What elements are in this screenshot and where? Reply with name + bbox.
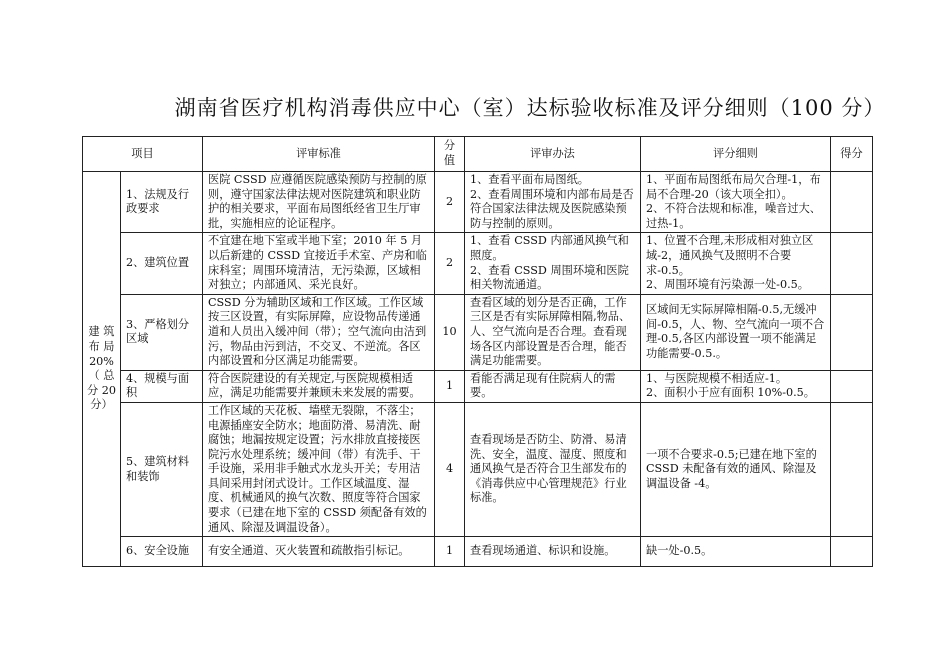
row-detail: 1、位置不合理,未形成相对独立区域-2，通风换气及照明不合要求-0.5。 2、周围环境有污染源一处-0.5。	[641, 233, 831, 294]
row-detail: 1、平面布局图纸布局欠合理-1，布局不合理-20（该大项全扣）。 2、不符合法规和标准，噪音过大、过热-1。	[641, 172, 831, 233]
row-score: 2	[435, 172, 465, 233]
table-row	[83, 172, 873, 233]
row-method: 1、查看平面布局图纸。 2、查看周围环境和内部布局是否符合国家法律法规及医院感染预防与控制的原则。	[465, 172, 641, 233]
header-detail: 评分细则	[641, 137, 831, 172]
row-standard: 有安全通道、灭火装置和疏散指引标记。	[203, 537, 435, 567]
row-method: 查看现场通道、标识和设施。	[465, 537, 641, 567]
row-item: 5、建筑材料和装饰	[121, 402, 203, 536]
row-standard: CSSD 分为辅助区域和工作区域。工作区域按三区设置，有实际屏障，应设物品传递通道和人员出入缓冲间（带）；空气流向由洁到污，物品由污到洁，不交叉、不逆流。各区内部设置和分区满足功能需要。	[203, 294, 435, 370]
table-row	[83, 402, 873, 536]
row-detail: 一项不合要求-0.5;已建在地下室的 CSSD 未配备有效的通风、除湿及调温设备 -4。	[641, 402, 831, 536]
table-row	[83, 370, 873, 402]
table-row	[83, 233, 873, 294]
header-score: 分值	[435, 137, 465, 172]
table-row	[83, 294, 873, 370]
row-got	[831, 294, 873, 370]
row-got	[831, 402, 873, 536]
row-got	[831, 537, 873, 567]
row-score: 4	[435, 402, 465, 536]
scoring-table	[82, 136, 873, 567]
row-score: 1	[435, 370, 465, 402]
row-item: 1、法规及行政要求	[121, 172, 203, 233]
row-item: 4、规模与面积	[121, 370, 203, 402]
header-standard: 评审标准	[203, 137, 435, 172]
row-standard: 符合医院建设的有关规定,与医院规模相适应，满足功能需要并兼顾未来发展的需要。	[203, 370, 435, 402]
header-item: 项目	[83, 137, 203, 172]
row-standard: 不宜建在地下室或半地下室；2010 年 5 月以后新建的 CSSD 宜接近手术室、产房和临床科室；周围环境清洁，无污染源，区域相对独立；内部通风、采光良好。	[203, 233, 435, 294]
row-detail: 区域间无实际屏障相隔-0.5,无缓冲间-0.5，人、物、空气流向一项不合理-0.5,各区内部设置一项不能满足功能需要-0.5.。	[641, 294, 831, 370]
table-row	[83, 537, 873, 567]
row-got	[831, 172, 873, 233]
page-title: 湖南省医疗机构消毒供应中心（室）达标验收标准及评分细则（100 分）	[174, 96, 886, 120]
header-got: 得分	[831, 137, 873, 172]
row-item: 3、严格划分区域	[121, 294, 203, 370]
row-got	[831, 370, 873, 402]
row-detail: 缺一处-0.5。	[641, 537, 831, 567]
header-method: 评审办法	[465, 137, 641, 172]
row-score: 1	[435, 537, 465, 567]
table-header-row	[83, 137, 873, 172]
row-score: 2	[435, 233, 465, 294]
section-label: 建 筑 布 局 20%（ 总 分 20 分）	[83, 172, 121, 567]
row-item: 2、建筑位置	[121, 233, 203, 294]
row-method: 看能否满足现有住院病人的需要。	[465, 370, 641, 402]
row-score: 10	[435, 294, 465, 370]
row-item: 6、安全设施	[121, 537, 203, 567]
row-standard: 医院 CSSD 应遵循医院感染预防与控制的原则，遵守国家法律法规对医院建筑和职业防护的相关要求，平面布局图纸经省卫生厅审批，实施相应的论证程序。	[203, 172, 435, 233]
row-standard: 工作区域的天花板、墙壁无裂隙，不落尘；电源插座安全防水；地面防滑、易清洗、耐腐蚀；地漏按规定设置；污水排放直接接医院污水处理系统；缓冲间（带）有洗手、干手设施，采用非手触式水龙头开关；专用洁具间采用封闭式设计。工作区域温度、湿度、机械通风的换气次数、照度等符合国家要求（已建在地下室的 CSSD 须配备有效的通风、除湿及调温设备）。	[203, 402, 435, 536]
row-method: 1、查看 CSSD 内部通风换气和照度。 2、查看 CSSD 周围环境和医院相关物流通道。	[465, 233, 641, 294]
row-detail: 1、与医院规模不相适应-1。 2、面积小于应有面积 10%-0.5。	[641, 370, 831, 402]
row-method: 查看区域的划分是否正确，工作三区是否有实际屏障相隔,物品、人、空气流向是否合理。查看现场各区内部设置是否合理，能否满足功能需要。	[465, 294, 641, 370]
row-got	[831, 233, 873, 294]
row-method: 查看现场是否防尘、防滑、易清洗、安全，温度、湿度、照度和通风换气是否符合卫生部发布的《消毒供应中心管理规范》行业标准。	[465, 402, 641, 536]
